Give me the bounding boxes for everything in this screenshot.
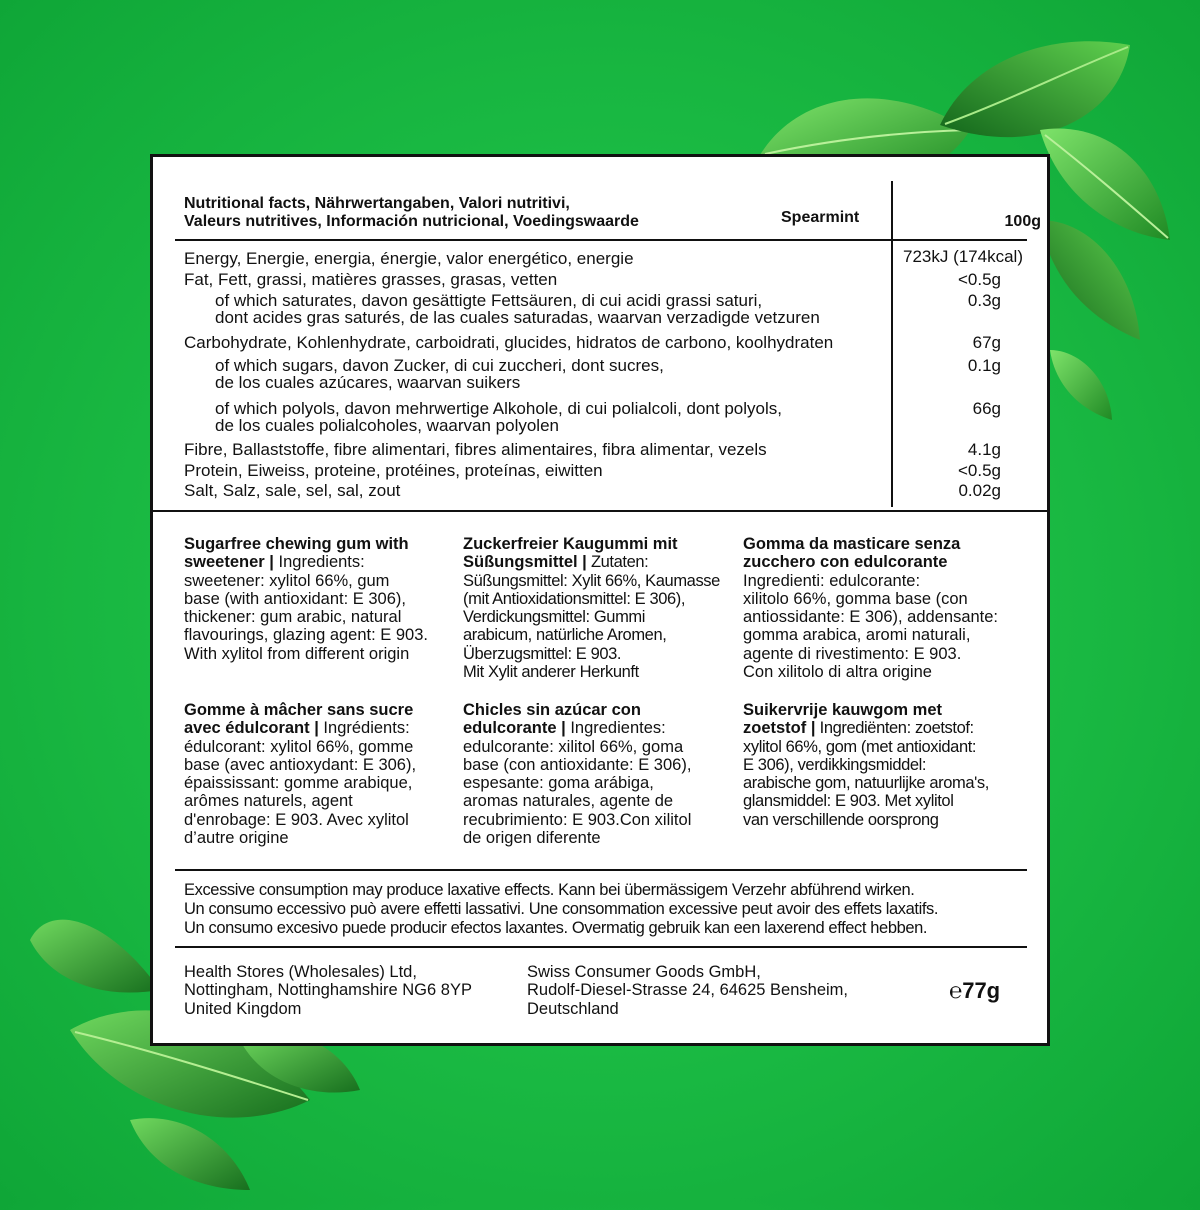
nutrition-row-label: Protein, Eiweiss, proteine, protéines, proteínas, eiwitten (184, 461, 603, 480)
ingredients-de-title: Zuckerfreier Kaugummi mit Süßungsmittel | (463, 535, 678, 572)
uk-address: Health Stores (Wholesales) Ltd, Nottingham, Nottinghamshire NG6 8YP United Kingdom (184, 963, 472, 1018)
net-weight-value: 77g (962, 978, 1001, 1003)
warning-line3: Un consumo excesivo puede producir efectos laxantes. Overmatig gebruik kan een laxerend effect hebben. (184, 919, 928, 937)
header-divider (175, 239, 1027, 241)
ingredients-bottom-divider (175, 869, 1027, 871)
nutrition-row-value: 66g (972, 399, 1001, 418)
nutrition-row-label: Energy, Energie, energia, énergie, valor energético, energie (184, 249, 634, 268)
ingredients-en-text: Ingredients: sweetener: xylitol 66%, gum base (with antioxidant: E 306), thickener: gum arabic, natural flavourings, glazing agent: E 903. With xylitol from different origin (184, 553, 428, 663)
nutrition-title-line1: Nutritional facts, Nährwertangaben, Valori nutritivi, (184, 195, 570, 212)
nutrition-row-value: 67g (972, 333, 1001, 352)
nutrition-row-value: 0.1g (967, 356, 1001, 375)
nutrition-row-label-cont: de los cuales azúcares, waarvan suikers (215, 373, 521, 392)
ingredients-es (463, 701, 735, 847)
nutrition-title-line2: Valeurs nutritives, Información nutricional, Voedingswaarde (184, 213, 639, 230)
nutrition-row-label: Salt, Salz, sale, sel, sal, zout (184, 481, 401, 500)
ingredients-es-text: Ingredientes: edulcorante: xilitol 66%, goma base (con antioxidante: E 306), espesante: goma arábiga, aromas naturales, agente de recubrimiento: E 903.Con xilitol de origen diferente (463, 719, 692, 848)
ingredients-it (743, 535, 1033, 681)
ingredients-nl-text: Ingrediënten: zoetstof: xylitol 66%, gom (met antioxidant: E 306), verdikkingsmiddel: arabische gom, natuurlijke aroma's, glansmiddel: E 903. Met xylitol van verschillende oorsprong (743, 719, 989, 829)
ingredients-fr-title: Gomme à mâcher sans sucre avec édulcorant | (184, 701, 414, 738)
nutrition-row-value: <0.5g (957, 270, 1001, 289)
ingredients-en-title: Sugarfree chewing gum with sweetener | (184, 535, 409, 572)
nutrition-row-label-cont: de los cuales polialcoholes, waarvan polyolen (215, 416, 559, 435)
ingredients-nl (743, 701, 1033, 829)
nutrition-row-label: of which saturates, davon gesättigte Fettsäuren, di cui acidi grassi saturi, (215, 291, 763, 310)
nutrition-row-value: 0.3g (967, 291, 1001, 310)
per-100g-header: 100g (1004, 213, 1041, 230)
ingredients-it-title: Gomma da masticare senza zucchero con edulcorante (743, 535, 961, 572)
warning-bottom-divider (175, 946, 1027, 948)
ingredients-de (463, 535, 735, 681)
nutrition-row-label: of which polyols, davon mehrwertige Alkohole, di cui polialcoli, dont polyols, (215, 399, 782, 418)
ingredients-en (184, 535, 454, 663)
ingredients-nl-title: Suikervrije kauwgom met zoetstof | (743, 701, 942, 738)
warning-line1: Excessive consumption may produce laxative effects. Kann bei übermässigem Verzehr abführend wirken. (184, 881, 915, 899)
ingredients-it-text: Ingredienti: edulcorante: xilitolo 66%, gomma base (con antiossidante: E 306), addensante: gomma arabica, aromi naturali, agente di rivestimento: E 903. Con xilitolo di altra origine (743, 571, 999, 682)
estimated-sign-icon: ℮ (949, 978, 963, 1003)
nutrition-row-label-cont: dont acides gras saturés, de las cuales saturadas, waarvan verzadigde vetzuren (215, 308, 820, 327)
nutrition-row-value: 0.02g (958, 481, 1001, 500)
warning-line2: Un consumo eccessivo può avere effetti lassativi. Une consommation excessive peut avoir des effets laxatifs. (184, 900, 939, 918)
flavour-label: Spearmint (781, 209, 860, 226)
de-address: Swiss Consumer Goods GmbH, Rudolf-Diesel-Strasse 24, 64625 Bensheim, Deutschland (527, 963, 849, 1018)
nutrition-label-card (150, 154, 1050, 1046)
ingredients-fr-text: Ingrédients: édulcorant: xylitol 66%, gomme base (avec antioxydant: E 306), épaississant: gomme arabique, arômes naturels, agent d'enrobage: E 903. Avec xylitol d’autre origine (184, 719, 417, 848)
net-weight (949, 979, 1000, 1003)
nutrition-row-value: <0.5g (957, 461, 1001, 480)
nutrition-bottom-divider (153, 510, 1047, 512)
ingredients-de-text: Zutaten: Süßungsmittel: Xylit 66%, Kaumasse (mit Antioxidationsmittel: E 306), Verdickungsmittel: Gummi arabicum, natürliche Aromen, Überzugsmittel: E 903. Mit Xylit anderer Herkunft (463, 553, 720, 682)
nutrition-row-value: 723kJ (174kcal) (902, 247, 1023, 266)
nutrition-row-label: Carbohydrate, Kohlenhydrate, carboidrati, glucides, hidratos de carbono, koolhydraten (184, 333, 834, 352)
ingredients-fr (184, 701, 454, 847)
nutrition-row-label: Fat, Fett, grassi, matières grasses, grasas, vetten (184, 270, 558, 289)
ingredients-es-title: Chicles sin azúcar con edulcorante | (463, 701, 641, 738)
nutrition-row-label: Fibre, Ballaststoffe, fibre alimentari, fibres alimentaires, fibra alimentar, vezels (184, 440, 767, 459)
nutrition-row-value: 4.1g (967, 440, 1001, 459)
nutrition-row-label: of which sugars, davon Zucker, di cui zuccheri, dont sucres, (215, 356, 664, 375)
